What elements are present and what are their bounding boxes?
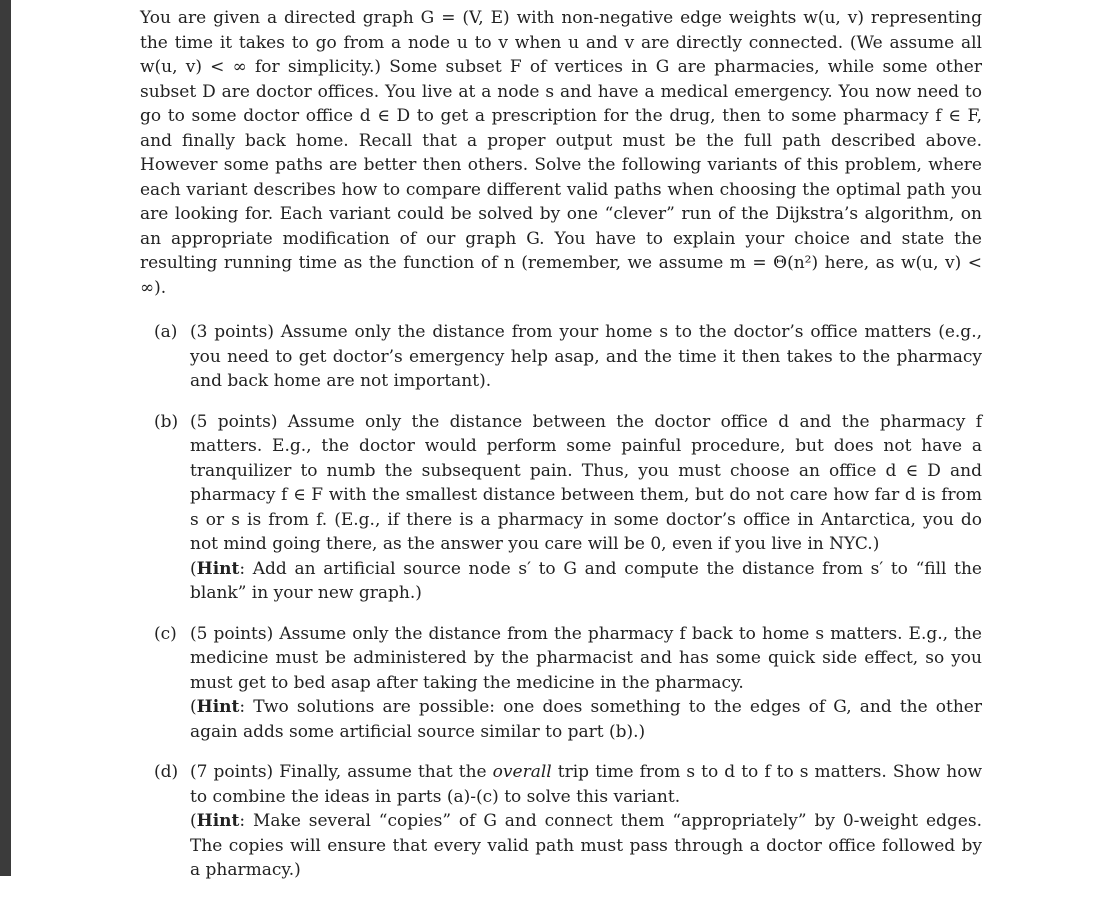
problem-parts [140, 320, 982, 883]
part-b-text: (5 points) Assume only the distance between the doctor office d and the pharmacy f matters. E.g., the doctor would perform some painful procedure, but does not have a tranquilizer to numb the subsequent pain. Thus, you must choose an office d ∈ D and pharmacy f ∈ F with the smallest distance between them, but do not care how far d is from s or s is from f. (E.g., if there is a pharmacy in some doctor’s office in Antarctica, you do not mind going there, as the answer you care will be 0, even if you live in NYC.) [190, 411, 982, 554]
part-b-hint [190, 557, 982, 606]
part-a-body [190, 320, 982, 394]
part-b-hint-text: : Add an artificial source node s′ to G and compute the distance from s′ to “fill the blank” in your new graph.) [190, 558, 982, 603]
part-c-hint [190, 695, 982, 744]
part-d-hint-text: : Make several “copies” of G and connect them “appropriately” by 0-weight edges. The copies will ensure that every valid path must pass through a doctor office followed by a pharmacy.) [190, 811, 982, 880]
part-d-hint-open: ( [190, 811, 197, 831]
part-a-text: (3 points) Assume only the distance from your home s to the doctor’s office matters (e.g., you need to get doctor’s emergency help asap, and the time it then takes to the pharmacy and back home are not important). [190, 322, 982, 391]
part-c-body [190, 622, 982, 745]
part-b-hint-open: ( [190, 558, 197, 579]
part-d-hint-keyword: Hint [196, 811, 240, 831]
part-c-hint-text: : Two solutions are possible: one does something to the edges of G, and the other again adds some artificial source similar to part (b).) [190, 697, 982, 742]
document-page [140, 6, 982, 899]
window-left-edge [0, 0, 11, 876]
part-c-hint-open: ( [190, 697, 197, 717]
part-d-label: (d) [154, 762, 179, 782]
part-a [154, 320, 982, 394]
part-b-hint-keyword: Hint [196, 558, 240, 579]
part-c-hint-keyword: Hint [196, 697, 240, 717]
part-d [154, 760, 982, 883]
part-d-hint [190, 809, 982, 883]
part-c-label: (c) [154, 623, 177, 644]
part-b [154, 410, 982, 606]
part-d-body [190, 760, 982, 883]
part-a-label: (a) [154, 322, 178, 342]
part-b-label: (b) [154, 411, 179, 432]
part-b-body [190, 410, 982, 606]
part-d-text-after: trip time from s to d to f to s matters. Show how to combine the ideas in parts (a)-(c) to solve this variant. [190, 762, 982, 807]
part-c-text: (5 points) Assume only the distance from the pharmacy f back to home s matters. E.g., the medicine must be administered by the pharmacist and has some quick side effect, so you must get to bed asap after taking the medicine in the pharmacy. [190, 623, 982, 693]
part-c [154, 622, 982, 745]
part-d-text-emphasis: overall [492, 762, 552, 782]
problem-intro: You are given a directed graph G = (V, E) with non-negative edge weights w(u, v) representing the time it takes to go from a node u to v when u and v are directly connected. (We assume all w(u, v) < ∞ for simplicity.) Some subset F of vertices in G are pharmacies, while some other subset D are doctor offices. You live at a node s and have a medical emergency. You now need to go to some doctor office d ∈ D to get a prescription for the drug, then to some pharmacy f ∈ F, and finally back home. Recall that a proper output must be the full path described above. However some paths are better then others. Solve the following variants of this problem, where each variant describes how to compare different valid paths when choosing the optimal path you are looking for. Each variant could be solved by one “clever” run of the Dijkstra’s algorithm, on an appropriate modification of our graph G. You have to explain your choice and state the resulting running time as the function of n (remember, we assume m = Θ(n²) here, as w(u, v) < ∞). [140, 8, 982, 298]
part-d-text-before: (7 points) Finally, assume that the [190, 762, 493, 782]
